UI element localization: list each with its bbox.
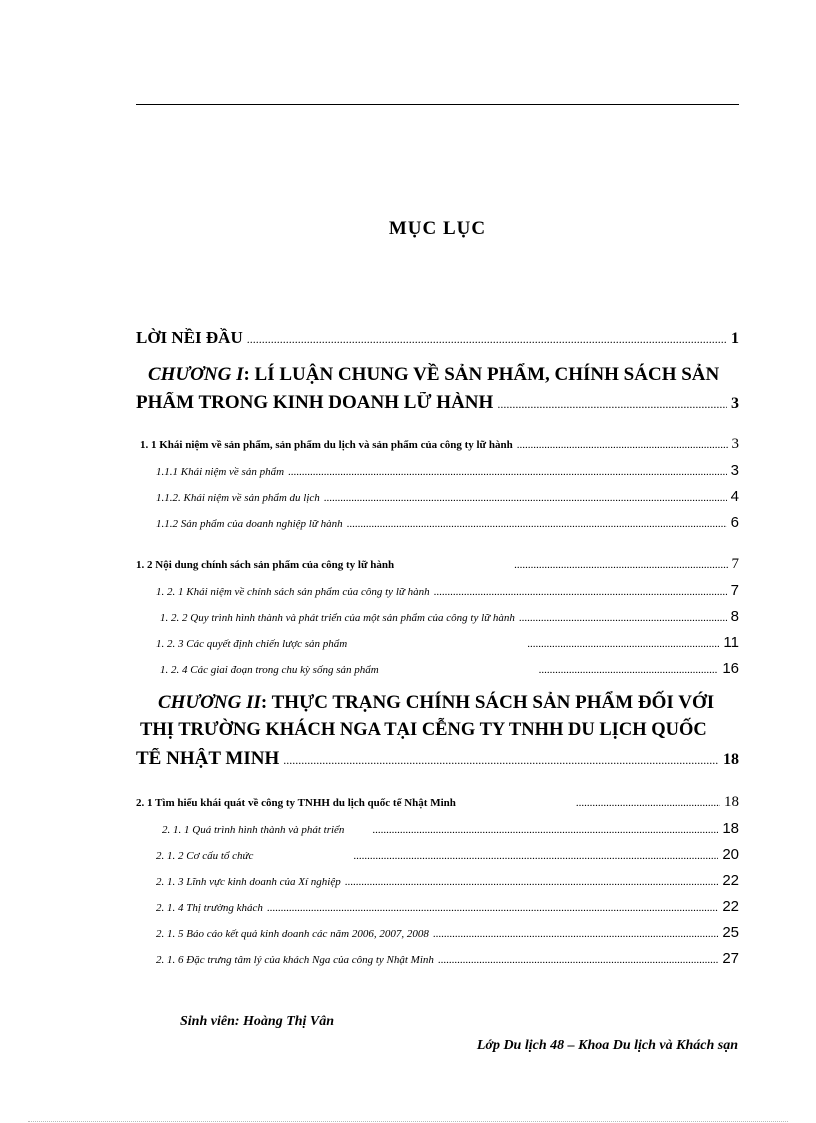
toc-entry-1-2[interactable]: 1. 2 Nội dung chính sách sản phẩm của công ty lữ hành ..... 7 (136, 556, 739, 573)
toc-entry-2-1-5[interactable]: 2. 1. 5 Báo cáo kết quả kinh doanh các năm 2006, 2007, 2008 ..... 25 (156, 924, 739, 941)
toc-entry-2-1-3[interactable]: 2. 1. 3 Lĩnh vực kinh doanh của Xí nghiệp ..... 22 (156, 872, 739, 889)
toc-entry-1-2-4[interactable]: 1. 2. 4 Các giai đoạn trong chu kỳ sống sản phẩm ..... 16 (160, 660, 739, 677)
toc-entry-1-1-1[interactable]: 1.1.1 Khái niệm về sản phẩm ..... 3 (156, 462, 739, 479)
toc-entry-1-1-2a[interactable]: 1.1.2. Khái niệm về sản phẩm du lịch ..... 4 (156, 488, 739, 505)
toc-entry-chapter1[interactable]: PHẨM TRONG KINH DOANH LỮ HÀNH ..... 3 (136, 392, 739, 414)
page-title: MỤC LỤC (388, 218, 487, 239)
chapter2-heading-line1[interactable]: CHƯƠNG II: THỰC TRẠNG CHÍNH SÁCH SẢN PHẨM ĐỐI VỚI (158, 692, 715, 713)
footer-rule (28, 1121, 788, 1122)
chapter1-heading-line1[interactable]: CHƯƠNG I: LÍ LUẬN CHUNG VỀ SẢN PHẨM, CHÍNH SÁCH SẢN (148, 364, 720, 385)
toc-entry-1-1-2b[interactable]: 1.1.2 Sản phẩm của doanh nghiệp lữ hành ..... 6 (156, 514, 739, 531)
toc-entry-1-1[interactable]: 1. 1 Khái niệm về sản phẩm, sản phẩm du lịch và sản phẩm của công ty lữ hành ..... 3 (140, 436, 739, 453)
toc-entry-intro[interactable]: LỜI NỀI ĐẦU ..... 1 (136, 328, 739, 348)
toc-entry-1-2-1[interactable]: 1. 2. 1 Khái niệm về chính sách sản phẩm của công ty lữ hành ..... 7 (156, 582, 739, 599)
toc-entry-2-1[interactable]: 2. 1 Tìm hiểu khái quát về công ty TNHH du lịch quốc tế Nhật Minh ..... 18 (136, 794, 739, 811)
header-rule (136, 104, 739, 105)
toc-entry-2-1-2[interactable]: 2. 1. 2 Cơ cấu tổ chức ..... 20 (156, 846, 739, 863)
toc-entry-2-1-4[interactable]: 2. 1. 4 Thị trường khách ..... 22 (156, 898, 739, 915)
toc-entry-2-1-1[interactable]: 2. 1. 1 Quá trình hình thành và phát triển ..... 18 (162, 820, 739, 837)
toc-entry-1-2-3[interactable]: 1. 2. 3 Các quyết định chiến lược sản phẩm ..... 11 (156, 634, 739, 651)
toc-entry-2-1-6[interactable]: 2. 1. 6 Đặc trưng tâm lý của khách Nga của công ty Nhật Minh ..... 27 (156, 950, 739, 967)
toc-entry-1-2-2[interactable]: 1. 2. 2 Quy trình hình thành và phát triển của một sản phẩm của công ty lữ hành ..... 8 (160, 608, 739, 625)
toc-entry-chapter2[interactable]: TẾ NHẬT MINH ..... 18 (136, 748, 739, 770)
footer-student: Sinh viên: Hoàng Thị Vân (180, 1014, 335, 1029)
footer-class: Lớp Du lịch 48 – Khoa Du lịch và Khách sạn (476, 1038, 738, 1053)
chapter2-heading-line2[interactable]: THỊ TRƯỜNG KHÁCH NGA TẠI CỄNG TY TNHH DU LỊCH QUỐC (140, 720, 707, 740)
